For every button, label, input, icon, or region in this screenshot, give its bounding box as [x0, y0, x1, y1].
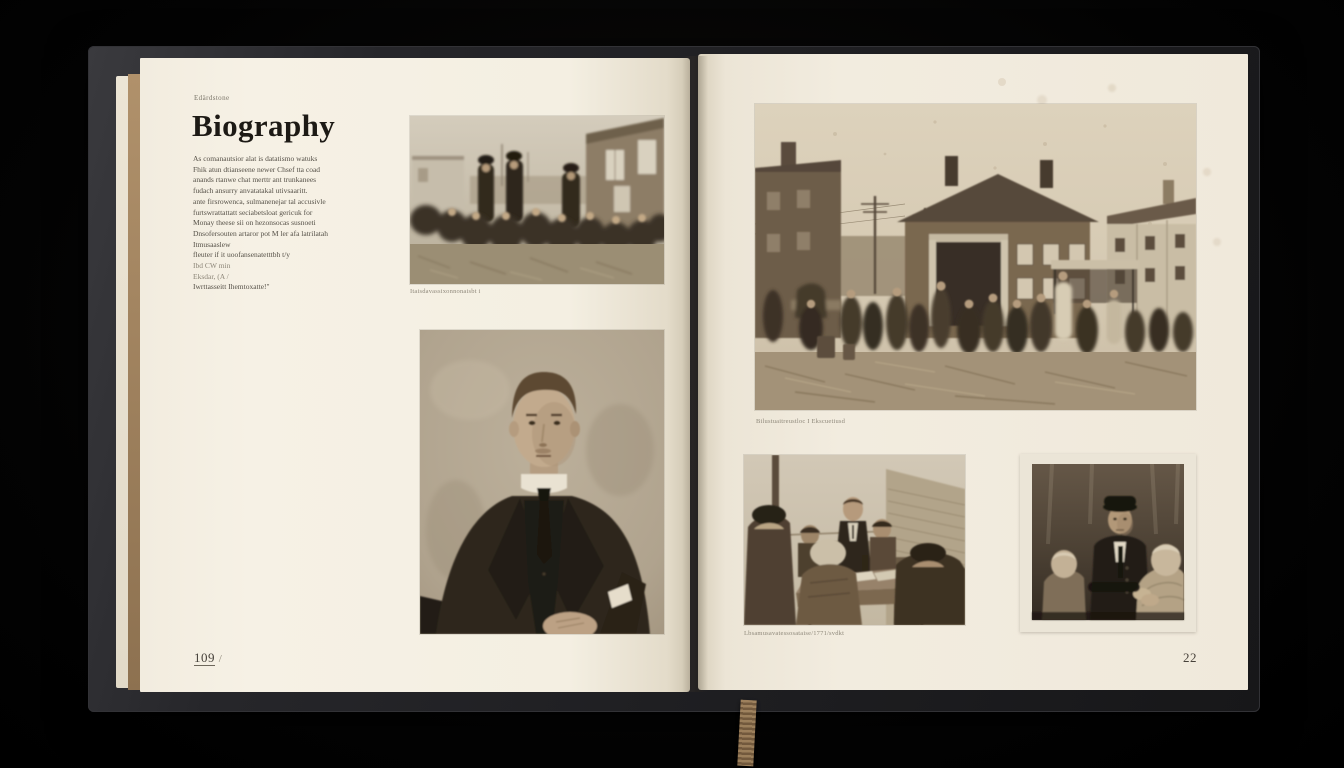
main-photo-caption: Bilustuaitreustloc I Ekscuetiusd — [756, 418, 846, 425]
table-meeting-photo — [744, 455, 965, 625]
body-line: fudach ansurry anvatatakal utivsaaritt. — [193, 186, 308, 196]
body-line: Ibd CW min — [193, 261, 231, 271]
left-page-number-suffix: / — [218, 653, 223, 665]
body-line: Itmusaaslew — [193, 239, 231, 249]
page-edges — [116, 76, 128, 688]
body-line: As comanautsior alat is datatismo watuks — [193, 154, 318, 163]
body-line: fleuter if it uoofansenatetttbh t/y — [193, 250, 291, 260]
left-page-number — [194, 650, 222, 666]
body-line: ante firsrowenca, sulmanenejar tal accusivle — [193, 196, 326, 206]
meeting-photo-caption: Lbsamusavatessosataise/1771/svdkt — [744, 630, 845, 637]
body-line: Monay theese sii on hezonsocas susnoeti — [193, 218, 316, 228]
left-page-number-value: 109 — [194, 650, 215, 665]
deckle-edge-strip — [128, 74, 140, 690]
foxing-spots — [998, 78, 1006, 86]
street-scene-photo — [755, 104, 1196, 410]
body-line: Dnsofersouten artaror pot M ler afa latrilatah — [193, 228, 328, 238]
bookmark-ribbon — [737, 700, 756, 767]
left-page — [140, 58, 690, 692]
body-line: Iwrttasseitt Ihemtoxatte!" — [193, 282, 270, 292]
group-photo-caption: Itaisdavassixonnonaisbt i — [410, 288, 481, 295]
body-line: furtswrattattatt seciabetsloat gericuk for — [193, 207, 313, 217]
body-line: anands rtanwe chat merttr ant trunkanees — [193, 175, 317, 185]
eyebrow-label: Edärdstone — [194, 94, 230, 102]
page-title: Biography — [192, 108, 336, 143]
body-line: Eksdar, (A / — [193, 271, 229, 281]
right-page — [698, 54, 1248, 690]
group-outdoors-photo — [410, 116, 664, 284]
right-page-number: 22 — [1183, 650, 1197, 665]
biography-paragraph — [193, 154, 363, 293]
standing-man-photo — [1020, 454, 1196, 632]
open-book — [88, 46, 1260, 712]
body-line: Fhik atun dtianseene newer Chsef tta coad — [193, 164, 321, 174]
portrait-photo — [420, 330, 664, 634]
